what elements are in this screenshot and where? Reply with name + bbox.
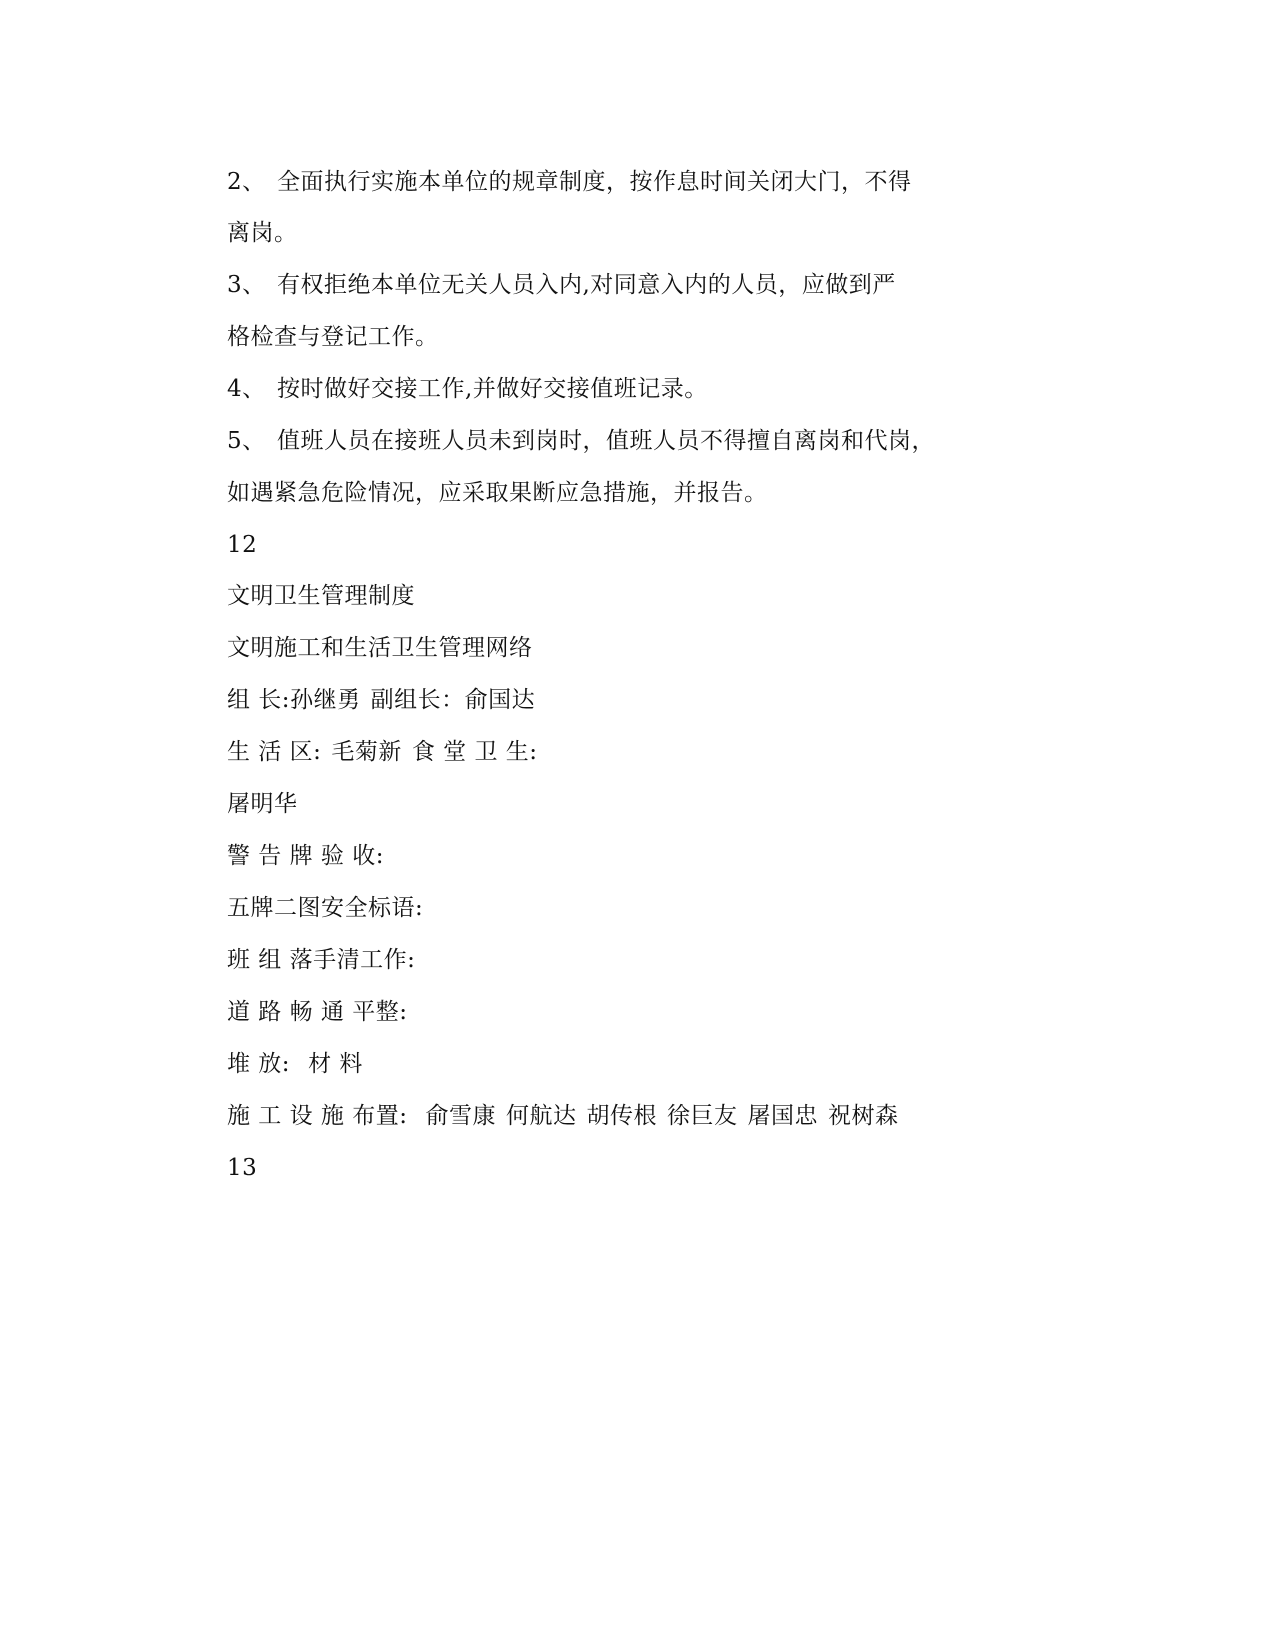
item-3-line-2: 格检查与登记工作。 [227, 324, 439, 350]
living-area-line [227, 737, 538, 767]
item-5-line-2: 如遇紧急危险情况，应采取果断应急措施，并报告。 [227, 480, 768, 506]
item-text: 全面执行实施本单位的规章制度，按作息时间关闭大门，不得 [277, 169, 912, 195]
item-number: 2、 [227, 169, 266, 195]
canteen-label: 食 堂 卫 生: [411, 739, 538, 765]
stacking-value: 材 料 [308, 1051, 363, 1077]
item-text: 值班人员在接班人员未到岗时，值班人员不得擅自离岗和代岗， [277, 428, 935, 454]
page-number: 13 [227, 1155, 258, 1181]
road-label: 道 路 畅 通 平整: [227, 999, 408, 1025]
living-area-label: 生 活 区: [227, 739, 322, 765]
facilities-person: 徐巨友 [667, 1103, 738, 1129]
facilities-person: 屠国忠 [747, 1103, 818, 1129]
facilities-person: 何航达 [506, 1103, 577, 1129]
canteen-person: 屠明华 [227, 791, 298, 817]
section-title: 文明卫生管理制度 [227, 583, 415, 609]
item-text: 按时做好交接工作,并做好交接值班记录。 [277, 376, 708, 402]
facilities-line [227, 1101, 899, 1131]
group-leader: 孙继勇 [290, 687, 361, 713]
item-number: 4、 [227, 376, 266, 402]
leaders-line [227, 685, 535, 715]
item-4-line-1 [227, 374, 708, 404]
facilities-person: 胡传根 [586, 1103, 657, 1129]
item-2-line-2: 离岗。 [227, 220, 298, 246]
page-number: 12 [227, 532, 258, 558]
stacking-label: 堆 放: [227, 1051, 291, 1077]
facilities-person: 祝树森 [828, 1103, 899, 1129]
warning-sign-label: 警 告 牌 验 收: [227, 843, 384, 869]
item-number: 3、 [227, 272, 266, 298]
facilities-label: 施 工 设 施 布置: [227, 1103, 408, 1129]
stacking-line [227, 1049, 363, 1079]
item-5-line-1 [227, 426, 935, 456]
facilities-person: 俞雪康 [425, 1103, 496, 1129]
item-3-line-1 [227, 270, 896, 300]
network-title: 文明施工和生活卫生管理网络 [227, 635, 533, 661]
item-text: 有权拒绝本单位无关人员入内,对同意入内的人员，应做到严 [277, 272, 896, 298]
living-area-person: 毛菊新 [331, 739, 402, 765]
group-leader-label: 组 长: [227, 687, 291, 713]
deputy-leader: 俞国达 [464, 687, 536, 713]
item-number: 5、 [227, 428, 266, 454]
item-2-line-1 [227, 167, 912, 197]
deputy-leader-label: 副组长： [370, 687, 465, 713]
slogans-label: 五牌二图安全标语: [227, 895, 424, 921]
team-label: 班 组 落手清工作: [227, 947, 416, 973]
